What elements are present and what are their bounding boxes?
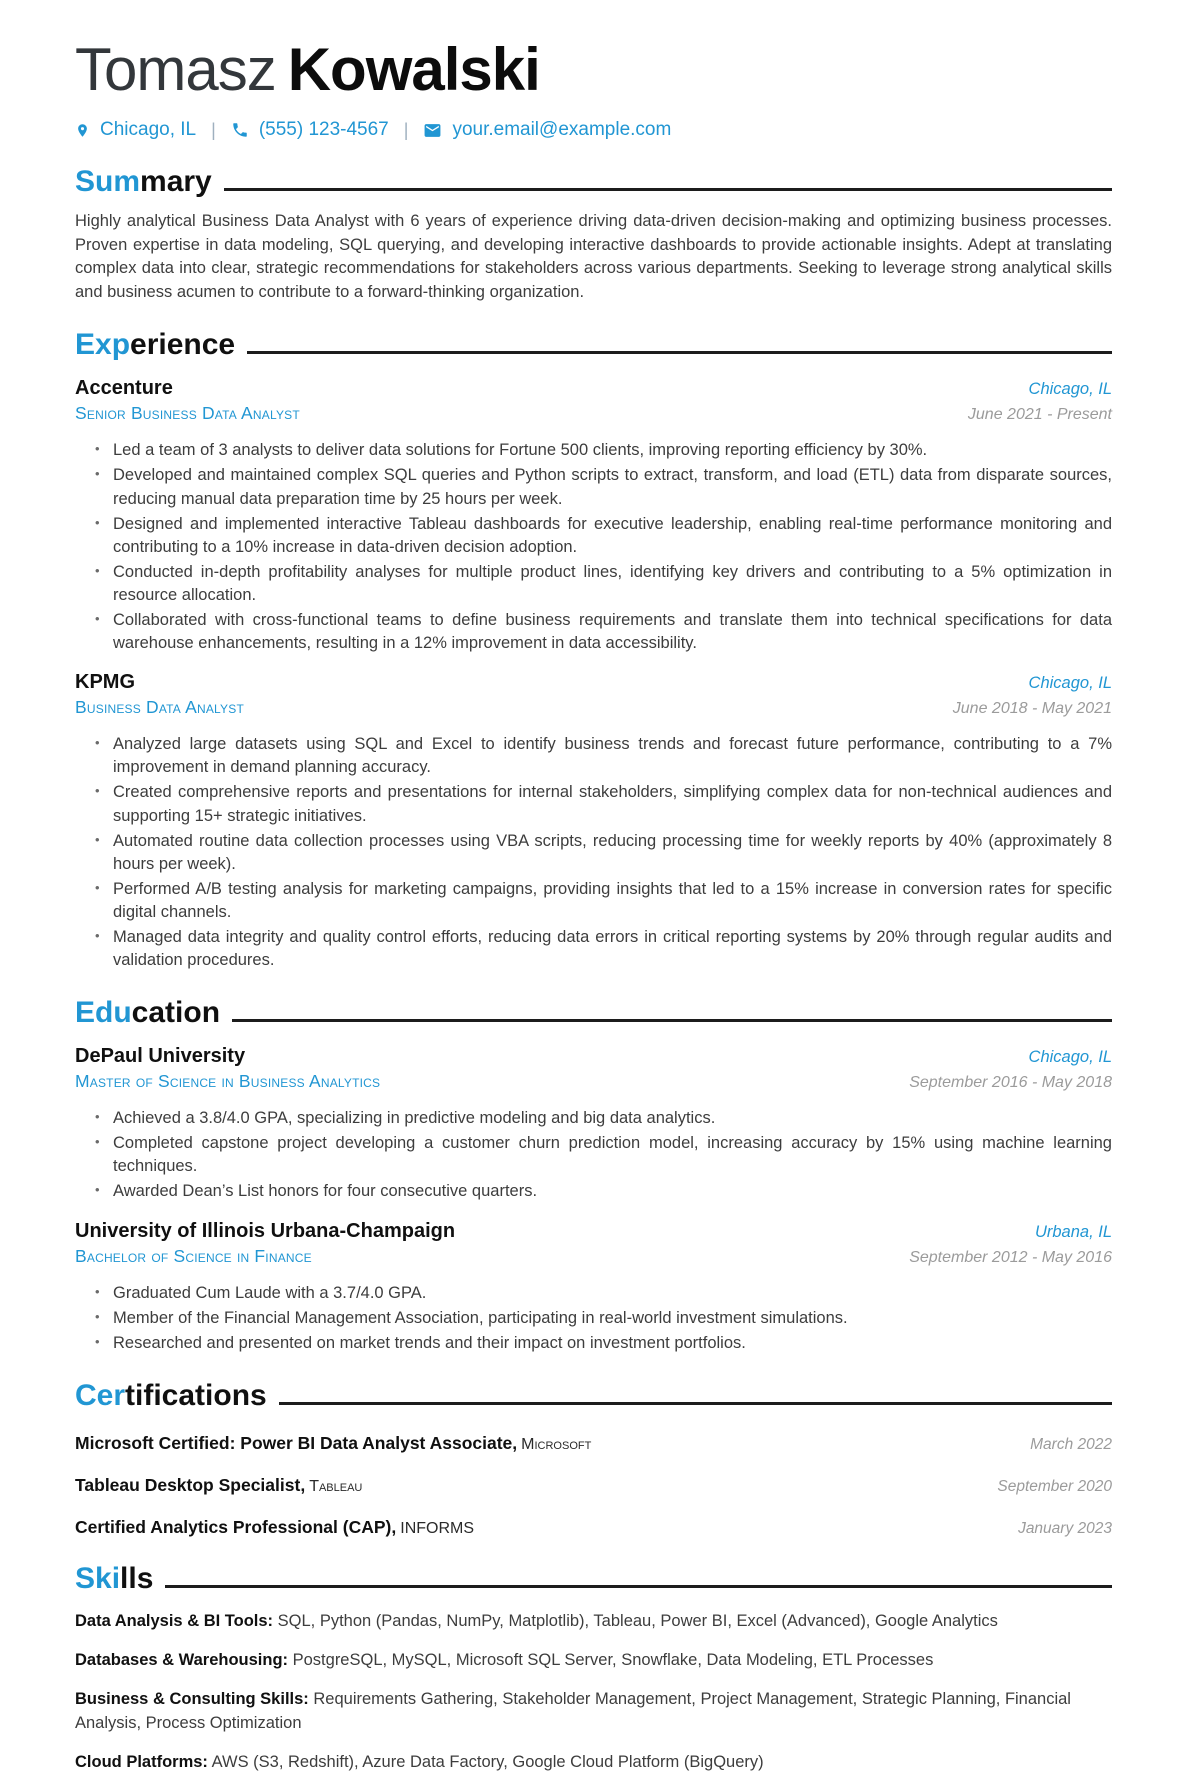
degree: Master of Science in Business Analytics — [75, 1071, 380, 1092]
heading-rest: cation — [132, 996, 220, 1029]
heading-rest: erience — [130, 328, 235, 361]
heading-accent: Sum — [75, 165, 140, 198]
bullet-list — [75, 1282, 1112, 1355]
certification-separator: , — [300, 1475, 305, 1495]
certification-org: Tableau — [309, 1478, 362, 1495]
certification-separator: , — [512, 1433, 517, 1453]
name-last: Kowalski — [288, 36, 540, 103]
certification-title — [75, 1475, 362, 1496]
skill-value: Requirements Gathering, Stakeholder Management, Project Management, Strategic Planning, Financial Analysis, Process Optimization — [75, 1690, 1071, 1732]
certification-title — [75, 1433, 591, 1454]
bullet-item: • Managed data integrity and quality control efforts, reducing data errors in critical reporting systems by 20% through regular audits and validation procedures. — [113, 926, 1112, 972]
section-certifications — [75, 1379, 1112, 1538]
education-heading — [75, 996, 1112, 1029]
email-item — [423, 119, 671, 141]
heading-accent: Exp — [75, 328, 130, 361]
skill-row — [75, 1688, 1112, 1736]
certification-title — [75, 1517, 474, 1538]
skill-row — [75, 1610, 1112, 1634]
skill-label: Databases & Warehousing: — [75, 1651, 288, 1669]
heading-accent: Edu — [75, 996, 132, 1029]
school-name: DePaul University — [75, 1045, 245, 1068]
bullet-item: • Completed capstone project developing a customer churn prediction model, increasing accuracy by 15% using machine learning techniques. — [113, 1132, 1112, 1178]
entry-dates: September 2016 - May 2018 — [909, 1074, 1112, 1092]
education-entry — [75, 1220, 1112, 1355]
phone-icon — [231, 121, 249, 139]
skill-row — [75, 1649, 1112, 1673]
bullet-list — [75, 733, 1112, 972]
location-pin-icon — [75, 121, 90, 140]
email-text: your.email@example.com — [452, 119, 671, 141]
section-summary — [75, 165, 1112, 304]
bullet-list — [75, 1107, 1112, 1203]
heading-rest: mary — [140, 165, 212, 198]
contact-row — [75, 119, 1112, 141]
heading-accent: Cer — [75, 1379, 125, 1412]
entry-location: Urbana, IL — [1035, 1223, 1112, 1242]
heading-rest: tifications — [125, 1379, 267, 1412]
skill-value: AWS (S3, Redshift), Azure Data Factory, Google Cloud Platform (BigQuery) — [212, 1753, 764, 1771]
location-item — [75, 119, 196, 141]
resume-header — [75, 38, 1112, 141]
company-name: KPMG — [75, 671, 135, 694]
certification-date: January 2023 — [1018, 1520, 1112, 1538]
entry-location: Chicago, IL — [1029, 1048, 1112, 1067]
entry-dates: June 2018 - May 2021 — [953, 700, 1112, 718]
entry-location: Chicago, IL — [1029, 380, 1112, 399]
certification-name: Microsoft Certified: Power BI Data Analyst Associate — [75, 1433, 512, 1453]
skill-label: Cloud Platforms: — [75, 1753, 208, 1771]
phone-item — [231, 119, 389, 141]
entry-dates: September 2012 - May 2016 — [909, 1249, 1112, 1267]
summary-text: Highly analytical Business Data Analyst with 6 years of experience driving data-driven decision-making and optimizing business processes. Proven expertise in data modeling, SQL querying, and developing interactive dashboards to provide actionable insights. Adept at translating complex data into clear, strategic recommendations for stakeholders across various departments. Seeking to leverage strong analytical skills and business acumen to contribute to a forward-thinking organization. — [75, 210, 1112, 304]
bullet-item: • Achieved a 3.8/4.0 GPA, specializing in predictive modeling and big data analytics. — [113, 1107, 1112, 1130]
location-text: Chicago, IL — [100, 119, 196, 141]
certification-name: Tableau Desktop Specialist — [75, 1475, 300, 1495]
bullet-item: • Member of the Financial Management Association, participating in real-world investment simulations. — [113, 1307, 1112, 1330]
education-entry — [75, 1045, 1112, 1203]
skills-heading — [75, 1562, 1112, 1595]
entry-dates: June 2021 - Present — [968, 406, 1112, 424]
heading-rule — [165, 1585, 1112, 1588]
certification-row — [75, 1475, 1112, 1496]
bullet-list — [75, 439, 1112, 655]
phone-text: (555) 123-4567 — [259, 119, 389, 141]
bullet-item: • Conducted in-depth profitability analyses for multiple product lines, identifying key drivers and contributing to a 5% optimization in resource allocation. — [113, 561, 1112, 607]
contact-separator: | — [404, 120, 409, 141]
heading-rule — [247, 351, 1112, 354]
bullet-item: • Researched and presented on market trends and their impact on investment portfolios. — [113, 1332, 1112, 1355]
experience-entry — [75, 377, 1112, 655]
section-education — [75, 996, 1112, 1355]
company-name: Accenture — [75, 377, 173, 400]
certification-org: Microsoft — [521, 1436, 591, 1453]
certification-name: Certified Analytics Professional (CAP) — [75, 1517, 391, 1537]
skill-label: Data Analysis & BI Tools: — [75, 1612, 273, 1630]
certification-separator: , — [391, 1517, 396, 1537]
bullet-item: • Graduated Cum Laude with a 3.7/4.0 GPA. — [113, 1282, 1112, 1305]
name — [75, 38, 1112, 101]
skill-value: PostgreSQL, MySQL, Microsoft SQL Server, Snowflake, Data Modeling, ETL Processes — [293, 1651, 934, 1669]
section-skills — [75, 1562, 1112, 1774]
bullet-item: • Automated routine data collection processes using VBA scripts, reducing processing time for weekly reports by 40% (approximately 8 hours per week). — [113, 830, 1112, 876]
heading-accent: Ski — [75, 1562, 120, 1595]
skill-label: Business & Consulting Skills: — [75, 1690, 309, 1708]
heading-rule — [232, 1019, 1112, 1022]
summary-heading — [75, 165, 1112, 198]
entry-role: Senior Business Data Analyst — [75, 403, 300, 424]
skill-row — [75, 1751, 1112, 1774]
bullet-item: • Performed A/B testing analysis for marketing campaigns, providing insights that led to a 15% increase in conversion rates for specific digital channels. — [113, 878, 1112, 924]
certification-date: March 2022 — [1030, 1436, 1112, 1454]
name-first: Tomasz — [75, 36, 276, 103]
envelope-icon — [423, 121, 442, 140]
skill-value: SQL, Python (Pandas, NumPy, Matplotlib), Tableau, Power BI, Excel (Advanced), Google Analytics — [278, 1612, 998, 1630]
bullet-item: • Led a team of 3 analysts to deliver data solutions for Fortune 500 clients, improving reporting efficiency by 30%. — [113, 439, 1112, 462]
bullet-item: • Designed and implemented interactive Tableau dashboards for executive leadership, enabling real-time performance monitoring and contributing to a 10% increase in data-driven decision adoption. — [113, 513, 1112, 559]
bullet-item: • Developed and maintained complex SQL queries and Python scripts to extract, transform, and load (ETL) data from disparate sources, reducing manual data preparation time by 25 hours per week. — [113, 464, 1112, 510]
bullet-item: • Analyzed large datasets using SQL and Excel to identify business trends and forecast future performance, contributing to a 7% improvement in demand planning accuracy. — [113, 733, 1112, 779]
bullet-item: • Created comprehensive reports and presentations for internal stakeholders, simplifying complex data for non-technical audiences and supporting 15+ strategic initiatives. — [113, 781, 1112, 827]
bullet-item: • Awarded Dean’s List honors for four consecutive quarters. — [113, 1180, 1112, 1203]
heading-rule — [279, 1402, 1112, 1405]
degree: Bachelor of Science in Finance — [75, 1246, 312, 1267]
experience-entry — [75, 671, 1112, 972]
certification-date: September 2020 — [997, 1478, 1112, 1496]
bullet-item: • Collaborated with cross-functional teams to define business requirements and translate them into technical specifications for data warehouse enhancements, resulting in a 12% improvement in data accessibility. — [113, 609, 1112, 655]
certifications-heading — [75, 1379, 1112, 1412]
section-experience — [75, 328, 1112, 972]
experience-heading — [75, 328, 1112, 361]
entry-role: Business Data Analyst — [75, 697, 244, 718]
heading-rest: lls — [120, 1562, 153, 1595]
certification-org: INFORMS — [400, 1520, 474, 1537]
certification-row — [75, 1433, 1112, 1454]
heading-rule — [224, 188, 1112, 191]
contact-separator: | — [211, 120, 216, 141]
certification-row — [75, 1517, 1112, 1538]
entry-location: Chicago, IL — [1029, 674, 1112, 693]
school-name: University of Illinois Urbana-Champaign — [75, 1220, 455, 1243]
